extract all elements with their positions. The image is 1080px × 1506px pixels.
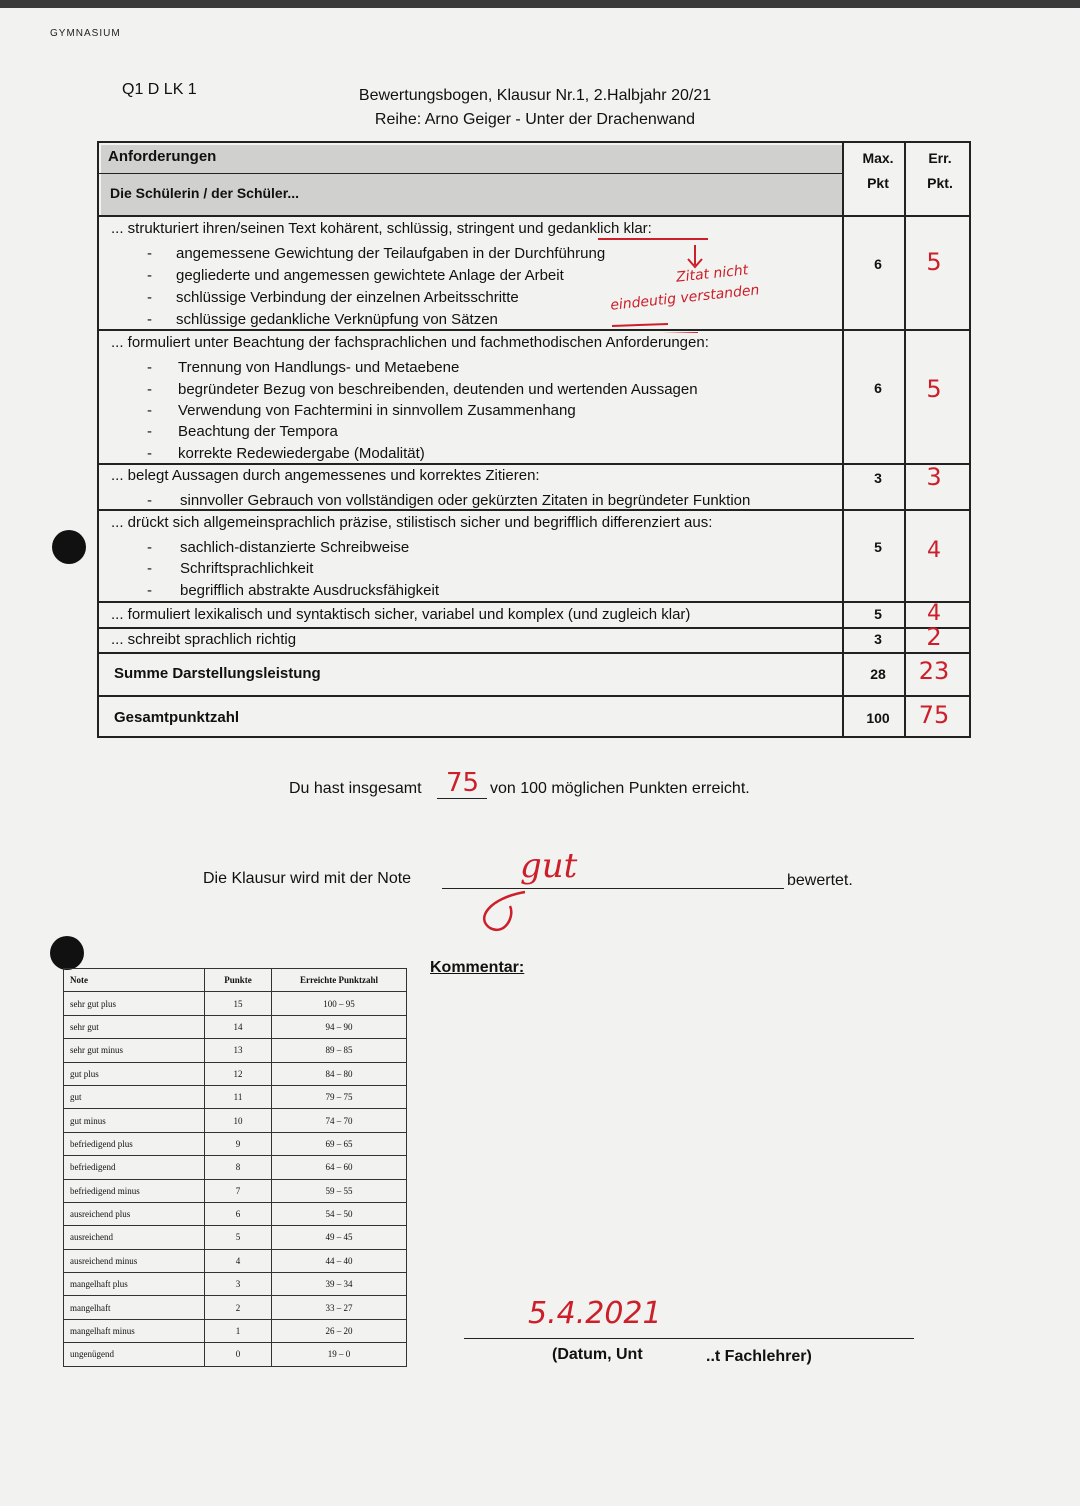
col-title-requirements: Anforderungen — [108, 148, 217, 165]
criterion: begrifflich abstrakte Ausdrucksfähigkeit — [180, 582, 440, 599]
earned-points: 3 — [926, 463, 942, 491]
grade-points: 8 — [205, 1156, 272, 1179]
row-divider — [99, 329, 971, 331]
row-divider — [99, 652, 971, 654]
table-row — [64, 1319, 407, 1342]
grade-range: 59 – 55 — [272, 1179, 407, 1202]
signature-date: 5.4.2021 — [528, 1296, 662, 1331]
err-label: Err. — [928, 150, 952, 166]
criterion: sinnvoller Gebrauch von vollständigen oder gekürzten Zitaten in begründeter Funktion — [180, 492, 751, 509]
grade-points: 10 — [205, 1109, 272, 1132]
row-divider — [99, 695, 971, 697]
header-grade: Note — [64, 969, 205, 992]
grade-suffix: bewertet. — [787, 872, 853, 889]
grade-name: ausreichend minus — [64, 1249, 205, 1272]
bullet: - — [147, 359, 152, 376]
bullet: - — [147, 245, 152, 262]
table-row — [64, 1132, 407, 1155]
grade-name: mangelhaft minus — [64, 1319, 205, 1342]
grade-name: gut plus — [64, 1062, 205, 1085]
table-row — [64, 1062, 407, 1085]
grade-name: sehr gut plus — [64, 992, 205, 1015]
grade-points: 3 — [205, 1273, 272, 1296]
bullet: - — [147, 381, 152, 398]
grade-name: gut minus — [64, 1109, 205, 1132]
col-subtitle: Die Schülerin / der Schüler... — [110, 185, 300, 201]
section-title: ... drückt sich allgemeinsprachlich präzise, stilistisch sicher und begrifflich differenziert aus: — [111, 514, 713, 531]
header-range: Erreichte Punktzahl — [272, 969, 407, 992]
grade-name: befriedigend — [64, 1156, 205, 1179]
bullet: - — [147, 267, 152, 284]
grade-prefix: Die Klausur wird mit der Note — [203, 870, 412, 887]
section-title: ... strukturiert ihren/seinen Text kohärent, schlüssig, stringent und gedanklich klar: — [111, 220, 652, 237]
grade-name: befriedigend plus — [64, 1132, 205, 1155]
grade-range: 26 – 20 — [272, 1319, 407, 1342]
header-line-2: Reihe: Arno Geiger - Unter der Drachenwand — [374, 111, 696, 128]
grade-value: gut — [520, 846, 578, 886]
grade-range: 54 – 50 — [272, 1202, 407, 1225]
criterion: sachlich-distanzierte Schreibweise — [180, 539, 410, 556]
grade-points: 4 — [205, 1249, 272, 1272]
row-divider — [99, 627, 971, 629]
earned-points: 5 — [926, 375, 942, 403]
punch-hole — [52, 530, 86, 564]
red-annotation-marks — [590, 233, 830, 333]
grade-points: 2 — [205, 1296, 272, 1319]
bullet: - — [147, 560, 152, 577]
earned-points: 4 — [927, 538, 941, 563]
table-row — [64, 1085, 407, 1108]
section-title: ... formuliert unter Beachtung der fachsprachlichen und fachmethodischen Anforderungen: — [111, 334, 709, 351]
header-points: Punkte — [205, 969, 272, 992]
grade-range: 49 – 45 — [272, 1226, 407, 1249]
school-name: GYMNASIUM — [50, 28, 121, 39]
grade-range: 19 – 0 — [272, 1343, 407, 1366]
grade-points: 5 — [205, 1226, 272, 1249]
grade-range: 69 – 65 — [272, 1132, 407, 1155]
max-points: 6 — [874, 256, 882, 272]
max-points: 5 — [874, 606, 882, 622]
table-row — [64, 1202, 407, 1225]
signature-label-left: (Datum, Unt — [552, 1346, 643, 1363]
criterion: gegliederte und angemessen gewichtete Anlage der Arbeit — [176, 267, 564, 284]
table-row — [64, 1039, 407, 1062]
grade-range: 64 – 60 — [272, 1156, 407, 1179]
bullet: - — [147, 492, 152, 509]
sum-label: Summe Darstellungsleistung — [114, 665, 321, 682]
grade-name: mangelhaft plus — [64, 1273, 205, 1296]
signature-label-right: ..t Fachlehrer) — [706, 1348, 812, 1365]
grade-range: 94 – 90 — [272, 1015, 407, 1038]
grade-range: 44 – 40 — [272, 1249, 407, 1272]
total-max: 100 — [866, 710, 890, 726]
row-divider — [99, 463, 971, 465]
criterion: angemessene Gewichtung der Teilaufgaben in der Durchführung — [176, 245, 606, 262]
scoring-table — [97, 141, 971, 738]
row-divider — [99, 173, 842, 174]
criterion: korrekte Redewiedergabe (Modalität) — [178, 445, 425, 462]
grade-range: 89 – 85 — [272, 1039, 407, 1062]
grade-name: ausreichend — [64, 1226, 205, 1249]
bullet: - — [147, 311, 152, 328]
grade-points: 9 — [205, 1132, 272, 1155]
header-line-1: Bewertungsbogen, Klausur Nr.1, 2.Halbjahr 20/21 — [358, 87, 712, 104]
total-score: 75 — [918, 701, 950, 729]
grade-name: sehr gut minus — [64, 1039, 205, 1062]
grade-name: mangelhaft — [64, 1296, 205, 1319]
criterion: schlüssige Verbindung der einzelnen Arbeitsschritte — [176, 289, 519, 306]
table-header-row — [64, 969, 407, 992]
result-line — [437, 798, 487, 799]
table-row — [64, 1296, 407, 1319]
section-title: ... belegt Aussagen durch angemessenes und korrektes Zitieren: — [111, 467, 540, 484]
result-suffix: von 100 möglichen Punkten erreicht. — [490, 780, 750, 797]
table-row — [64, 1226, 407, 1249]
grade-points: 11 — [205, 1085, 272, 1108]
max-points: 6 — [874, 380, 882, 396]
earned-points: 4 — [927, 601, 941, 626]
table-row — [64, 1343, 407, 1366]
grade-points: 7 — [205, 1179, 272, 1202]
table-row — [64, 1179, 407, 1202]
total-label: Gesamtpunktzahl — [114, 709, 240, 726]
bullet: - — [147, 539, 152, 556]
table-row — [64, 1273, 407, 1296]
criterion: Verwendung von Fachtermini in sinnvollem Zusammenhang — [178, 402, 576, 419]
grade-range: 100 – 95 — [272, 992, 407, 1015]
earned-points: 5 — [926, 248, 942, 276]
grade-range: 74 – 70 — [272, 1109, 407, 1132]
bullet: - — [147, 423, 152, 440]
criterion: schlüssige gedankliche Verknüpfung von Sätzen — [176, 311, 498, 328]
course-label: Q1 D LK 1 — [122, 81, 197, 98]
bullet: - — [147, 445, 152, 462]
sheet-header — [300, 84, 770, 132]
grade-flourish — [470, 888, 540, 938]
grade-scale-table — [63, 968, 407, 1367]
bullet: - — [147, 289, 152, 306]
comment-label: Kommentar: — [430, 959, 525, 976]
grade-points: 0 — [205, 1343, 272, 1366]
grade-points: 12 — [205, 1062, 272, 1085]
section-title: ... formuliert lexikalisch und syntaktisch sicher, variabel und komplex (und zugleich klar) — [111, 606, 691, 623]
grade-points: 6 — [205, 1202, 272, 1225]
max-points: 3 — [874, 470, 882, 486]
col-divider — [842, 143, 844, 736]
bullet: - — [147, 402, 152, 419]
grade-points: 13 — [205, 1039, 272, 1062]
max-label: Max. — [862, 150, 894, 166]
section-title: ... schreibt sprachlich richtig — [111, 631, 297, 648]
grade-points: 14 — [205, 1015, 272, 1038]
result-points: 75 — [446, 768, 480, 798]
criterion: Trennung von Handlungs- und Metaebene — [178, 359, 460, 376]
grade-name: gut — [64, 1085, 205, 1108]
grade-range: 84 – 80 — [272, 1062, 407, 1085]
max-points: 5 — [874, 539, 882, 555]
bullet: - — [147, 582, 152, 599]
criterion: Beachtung der Tempora — [178, 423, 338, 440]
grade-points: 1 — [205, 1319, 272, 1342]
grade-range: 79 – 75 — [272, 1085, 407, 1108]
grade-range: 39 – 34 — [272, 1273, 407, 1296]
grade-name: ausreichend plus — [64, 1202, 205, 1225]
grade-name: sehr gut — [64, 1015, 205, 1038]
table-row — [64, 1015, 407, 1038]
row-divider — [99, 215, 971, 217]
table-row — [64, 992, 407, 1015]
max-points: 3 — [874, 631, 882, 647]
row-divider — [99, 509, 971, 511]
exam-sheet — [0, 8, 1080, 1506]
row-divider — [99, 601, 971, 603]
grade-name: befriedigend minus — [64, 1179, 205, 1202]
criterion: Schriftsprachlichkeit — [180, 560, 314, 577]
grade-name: ungenügend — [64, 1343, 205, 1366]
grade-range: 33 – 27 — [272, 1296, 407, 1319]
table-row — [64, 1249, 407, 1272]
table-row — [64, 1109, 407, 1132]
criterion: begründeter Bezug von beschreibenden, deutenden und wertenden Aussagen — [178, 381, 698, 398]
sum-score: 23 — [918, 657, 950, 685]
earned-points: 2 — [926, 623, 942, 651]
result-prefix: Du hast insgesamt — [289, 780, 422, 797]
max-label: Pkt — [867, 175, 889, 191]
margin-note-line-2: eindeutig verstanden — [609, 282, 761, 314]
punch-hole — [50, 936, 84, 970]
signature-line — [464, 1338, 914, 1339]
margin-note-line-1: Zitat nicht — [675, 262, 749, 286]
err-label: Pkt. — [927, 175, 953, 191]
sum-max: 28 — [870, 666, 886, 682]
grade-points: 15 — [205, 992, 272, 1015]
table-row — [64, 1156, 407, 1179]
